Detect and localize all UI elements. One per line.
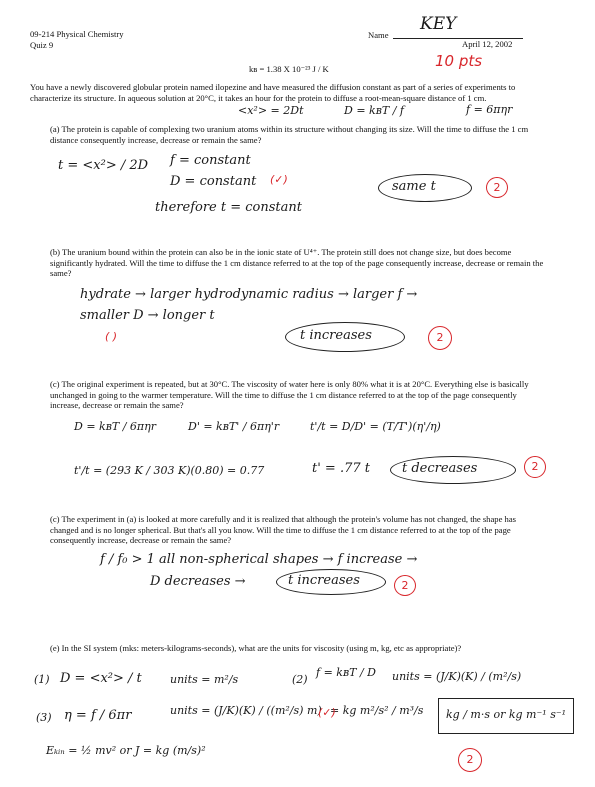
qc-score: 2 [524,456,546,478]
qa-therefore: therefore t = constant [155,200,302,215]
name-label: Name [368,30,389,40]
qe-num1: (1) [34,673,50,686]
quiz-date: April 12, 2002 [462,39,513,49]
qb-line1: hydrate → larger hydrodynamic radius → larger f → [80,287,418,302]
intro-eq-x2: <x²> = 2Dt [238,104,304,117]
qe-d-equation: D = <x²> / t [60,671,142,686]
qc-answer: t decreases [402,461,478,476]
qb-tick: ( ) [105,330,118,343]
qe-f-units: units = (J/K)(K) / (m²/s) [392,670,522,683]
qa-f-constant: f = constant [170,153,251,168]
intro-text: You have a newly discovered globular protein named ilopezine and have measured the diffusion constant as part of a series of experiments to characterize its structure. In aqueous solution at 20°C, it takes an hour for the protein to diffuse a root-mean-square distance of 1 cm. [30,82,516,103]
qe-d-units: units = m²/s [170,673,239,686]
qb-answer: t increases [300,328,372,343]
qa-t-equation: t = <x²> / 2D [58,158,149,173]
qc-dprime-equation: D' = kʙT' / 6πη'r [188,420,280,433]
qe-num2: (2) [292,673,308,686]
qe-eta-units: units = (J/K)(K) / ((m²/s) m) [170,704,322,717]
qe-eta-equation: η = f / 6πr [64,708,132,723]
qa-tick: (✓) [270,173,288,186]
qe-ekin: Eₖᵢₙ = ½ mv² or J = kg (m/s)² [46,744,206,757]
name-value: KEY [420,14,457,34]
qa-d-constant: D = constant [170,174,257,189]
qa-score: 2 [486,177,508,198]
question-e-text: (e) In the SI system (mks: meters-kilograms-seconds), what are the units for viscosity (using m, kg, etc as appropriate)? [50,643,462,653]
qc-calculation: t'/t = (293 K / 303 K)(0.80) = 0.77 [74,464,265,477]
question-a-text: (a) The protein is capable of complexing two uranium atoms within its structure without changing its size. Will the time to diffuse the 1 cm distance consequently increase, decrease or remain the same? [50,124,529,145]
qc-ratio-equation: t'/t = D/D' = (T/T')(η'/η) [310,420,441,433]
qb-line2: smaller D → longer t [80,308,215,323]
qd-line2: D decreases → [150,574,246,589]
qe-num3: (3) [36,711,52,724]
qe-answer: kg / m·s or kg m⁻¹ s⁻¹ [446,708,567,721]
qb-score: 2 [428,326,452,350]
question-d-text: (c) The experiment in (a) is looked at more carefully and it is realized that although the protein's volume has not changed, the shape has changed and is no longer spherical. But that's all you know. Will the time to diffuse the 1 cm distance referred to at the top of the page consequently increase, decrease or remain the same? [50,514,517,546]
points-total: 10 pts [435,52,483,70]
question-b-text: (b) The uranium bound within the protein can also be in the ionic state of U⁴⁺. The protein still does not change size, but does become significantly hydrated. Will the time to diffuse the 1 cm distance referred to at the top of the page consequently increase, decrease or remain the same? [50,247,544,279]
qc-d-equation: D = kʙT / 6πηr [74,420,157,433]
question-c-text: (c) The original experiment is repeated, but at 30°C. The viscosity of water here is only 80% what it is at 20°C. Everything else is basically unchanged in going to the warmer temperature. Will the time to diffuse the 1 cm distance referred to at the top of the page consequently increase, decrease or remain the same? [50,379,529,411]
boltzmann-constant: kʙ = 1.38 X 10⁻²³ J / K [249,64,329,74]
qe-f-equation: f = kʙT / D [316,666,376,679]
qa-answer: same t [392,179,436,194]
intro-eq-f: f = 6πηr [466,103,513,116]
qd-answer: t increases [288,573,360,588]
qc-result: t' = .77 t [312,461,370,476]
qe-eta-kg: = kg m²/s² / m³/s [330,704,424,717]
intro-eq-d: D = kʙT / f [344,104,404,117]
qe-score: 2 [458,748,482,772]
qe-tick: (✓) [318,706,336,719]
qd-line1: f / f₀ > 1 all non-spherical shapes → f increase → [100,552,418,567]
course-title: 09-214 Physical Chemistry [30,29,124,39]
quiz-label: Quiz 9 [30,40,54,50]
qd-score: 2 [394,575,416,596]
